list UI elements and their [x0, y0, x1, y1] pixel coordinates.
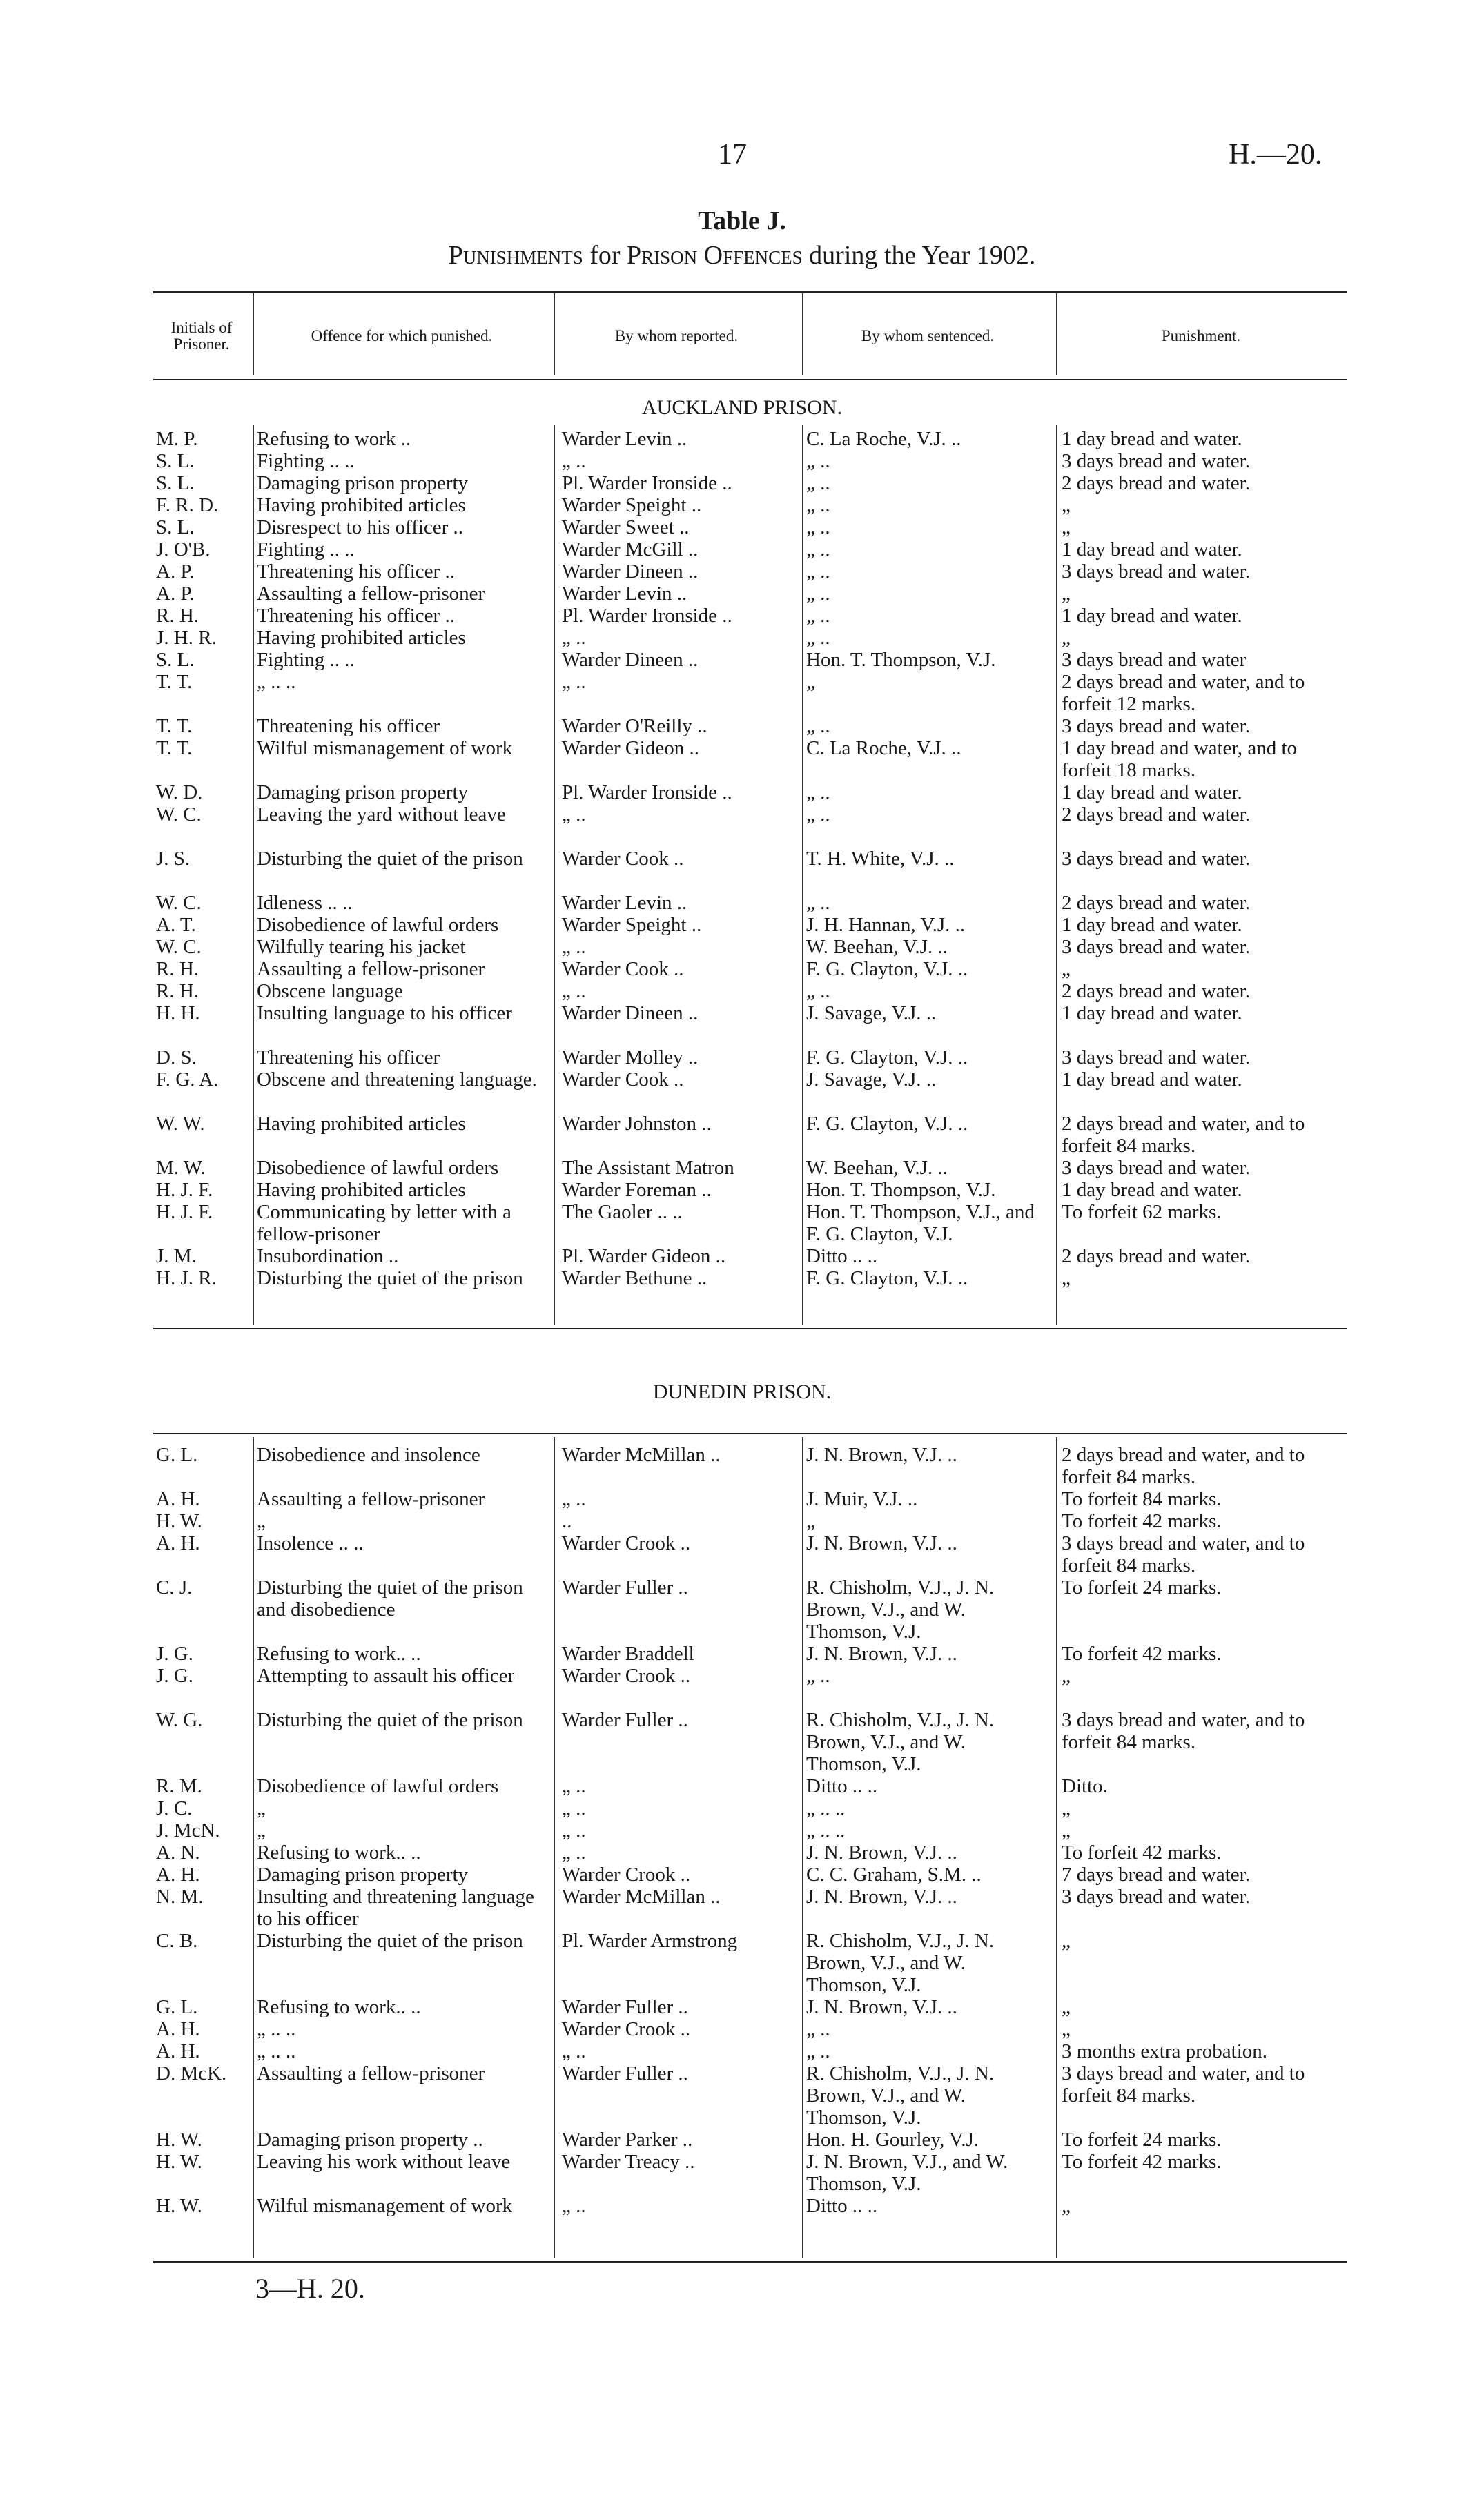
reported-by-cell: Warder Fuller ..	[562, 1709, 688, 1731]
sentenced-by-cell: „ ..	[806, 605, 830, 627]
sentenced-by-cell: „ ..	[806, 803, 830, 825]
reported-by-cell: Warder Crook ..	[562, 1665, 691, 1687]
punishment-cell: 2 days bread and water.	[1062, 803, 1250, 825]
punishment-cell: 1 day bread and water.	[1062, 914, 1242, 936]
punishment-cell: 3 days bread and water.	[1062, 1886, 1250, 1908]
offence-cell: Threatening his officer ..	[257, 560, 455, 583]
section-title-auckland: AUCKLAND PRISON.	[641, 396, 843, 419]
col-sentenced: By whom sentenced.	[861, 327, 995, 344]
offence-cell: Fighting .. ..	[257, 450, 355, 472]
prisoner-initials: C. J.	[156, 1576, 193, 1599]
reported-by-cell: Warder McMillan ..	[562, 1886, 721, 1908]
column-divider	[802, 1437, 803, 2258]
offence-cell: Threatening his officer	[257, 1046, 440, 1068]
page-number: 17	[718, 139, 747, 170]
offence-cell: Disrespect to his officer ..	[257, 516, 464, 538]
reported-by-cell: Warder Fuller ..	[562, 1576, 688, 1599]
prisoner-initials: T. T.	[156, 671, 193, 693]
reported-by-cell: The Gaoler .. ..	[562, 1201, 683, 1223]
offence-cell: Fighting .. ..	[257, 538, 355, 560]
signature-mark: 3—H. 20.	[255, 2273, 365, 2304]
offence-cell: „	[257, 1819, 266, 1841]
col-offence: Offence for which punished.	[311, 327, 493, 344]
offence-cell: Having prohibited articles	[257, 494, 466, 516]
reported-by-cell: Warder Crook ..	[562, 1532, 691, 1554]
sentenced-by-cell: R. Chisholm, V.J., J. N. Brown, V.J., and W. Thomson, V.J.	[806, 1709, 995, 1775]
caption-part: during the Year 1902.	[809, 241, 1036, 270]
reported-by-cell: Warder Dineen ..	[562, 649, 699, 671]
offence-cell: Refusing to work ..	[257, 428, 411, 450]
offence-cell: „	[257, 1797, 266, 1819]
punishment-cell: 3 days bread and water.	[1062, 848, 1250, 870]
punishment-cell: „	[1062, 1267, 1071, 1289]
punishment-cell: 1 day bread and water.	[1062, 1068, 1242, 1091]
reported-by-cell: Warder Levin ..	[562, 892, 687, 914]
offence-cell: Communicating by letter with a fellow-prisoner	[257, 1201, 511, 1245]
offence-cell: Insubordination ..	[257, 1245, 399, 1267]
offence-cell: Disturbing the quiet of the prison and disobedience	[257, 1576, 523, 1621]
reported-by-cell: „ ..	[562, 450, 586, 472]
punishment-cell: „	[1062, 958, 1071, 980]
reported-by-cell: Pl. Warder Gideon ..	[562, 1245, 726, 1267]
sentenced-by-cell: Hon. H. Gourley, V.J.	[806, 2129, 979, 2151]
reported-by-cell: Warder Dineen ..	[562, 1002, 699, 1024]
offence-cell: Wilful mismanagement of work	[257, 2195, 513, 2217]
reported-by-cell: Warder Braddell	[562, 1643, 694, 1665]
punishment-cell: 2 days bread and water, and to forfeit 84 marks.	[1062, 1113, 1305, 1157]
offence-cell: „	[257, 1510, 266, 1532]
offence-cell: Fighting .. ..	[257, 649, 355, 671]
offence-cell: Refusing to work.. ..	[257, 1841, 421, 1864]
sentenced-by-cell: „ ..	[806, 583, 830, 605]
prisoner-initials: D. S.	[156, 1046, 197, 1068]
punishment-cell: 1 day bread and water.	[1062, 428, 1242, 450]
punishment-cell: 2 days bread and water.	[1062, 980, 1250, 1002]
section-rule	[153, 1433, 1347, 1434]
reported-by-cell: „ ..	[562, 936, 586, 958]
punishment-cell: 3 days bread and water, and to forfeit 84 marks.	[1062, 2062, 1305, 2107]
punishment-cell: 3 days bread and water, and to forfeit 84 marks.	[1062, 1532, 1305, 1576]
column-divider	[253, 1437, 254, 2258]
punishment-cell: 2 days bread and water.	[1062, 1245, 1250, 1267]
reported-by-cell: „ ..	[562, 2040, 586, 2062]
sentenced-by-cell: Hon. T. Thompson, V.J., and F. G. Clayton, V.J.	[806, 1201, 1035, 1245]
prisoner-initials: A. N.	[156, 1841, 200, 1864]
reported-by-cell: ..	[562, 1510, 572, 1532]
prisoner-initials: H. H.	[156, 1002, 200, 1024]
offence-cell: Disturbing the quiet of the prison	[257, 1930, 523, 1952]
offence-cell: Disobedience and insolence	[257, 1444, 480, 1466]
prisoner-initials: J. McN.	[156, 1819, 220, 1841]
reported-by-cell: Warder Cook ..	[562, 848, 684, 870]
punishment-cell: 1 day bread and water, and to forfeit 18 marks.	[1062, 737, 1298, 781]
sentenced-by-cell: „ ..	[806, 980, 830, 1002]
prisoner-initials: R. H.	[156, 958, 199, 980]
reported-by-cell: Warder McGill ..	[562, 538, 699, 560]
offence-cell: Disturbing the quiet of the prison	[257, 1709, 523, 1731]
col-initials: Initials of Prisoner.	[170, 319, 233, 353]
reported-by-cell: „ ..	[562, 980, 586, 1002]
reported-by-cell: Warder Sweet ..	[562, 516, 690, 538]
sentenced-by-cell: „ ..	[806, 494, 830, 516]
punishment-cell: „	[1062, 494, 1071, 516]
reported-by-cell: Warder Johnston ..	[562, 1113, 712, 1135]
column-divider	[1056, 293, 1057, 375]
sentenced-by-cell: T. H. White, V.J. ..	[806, 848, 955, 870]
column-divider	[554, 425, 555, 1325]
column-divider	[1056, 1437, 1057, 2258]
prisoner-initials: S. L.	[156, 516, 195, 538]
sentenced-by-cell: „ ..	[806, 715, 830, 737]
sentenced-by-cell: „	[806, 1510, 815, 1532]
prisoner-initials: F. R. D.	[156, 494, 219, 516]
reported-by-cell: Warder Bethune ..	[562, 1267, 707, 1289]
punishment-cell: 3 days bread and water.	[1062, 560, 1250, 583]
caption-part: Punishments	[448, 241, 583, 270]
reported-by-cell: Warder Levin ..	[562, 428, 687, 450]
punishment-cell: Ditto.	[1062, 1775, 1108, 1797]
offence-cell: Leaving his work without leave	[257, 2151, 511, 2173]
table-header	[153, 291, 1347, 380]
sentenced-by-cell: Ditto .. ..	[806, 1775, 878, 1797]
offence-cell: Damaging prison property	[257, 781, 469, 803]
reported-by-cell: Warder Fuller ..	[562, 2062, 688, 2084]
offence-cell: Obscene language	[257, 980, 403, 1002]
prisoner-initials: J. O'B.	[156, 538, 211, 560]
prisoner-initials: T. T.	[156, 737, 193, 759]
table-caption	[0, 240, 1484, 271]
section-rule	[153, 1328, 1347, 1329]
caption-part: for	[589, 241, 621, 270]
sentenced-by-cell: „	[806, 671, 815, 693]
sentenced-by-cell: J. N. Brown, V.J. ..	[806, 1841, 957, 1864]
prisoner-initials: H. W.	[156, 2151, 202, 2173]
offence-cell: Disobedience of lawful orders	[257, 914, 499, 936]
punishment-cell: „	[1062, 1819, 1071, 1841]
reported-by-cell: Warder Speight ..	[562, 914, 702, 936]
reported-by-cell: Warder Fuller ..	[562, 1996, 688, 2018]
offence-cell: Insulting language to his officer	[257, 1002, 512, 1024]
sentenced-by-cell: J. N. Brown, V.J. ..	[806, 1532, 957, 1554]
sentenced-by-cell: „ ..	[806, 627, 830, 649]
punishment-cell: 2 days bread and water.	[1062, 472, 1250, 494]
offence-cell: Having prohibited articles	[257, 1113, 466, 1135]
prisoner-initials: T. T.	[156, 715, 193, 737]
punishment-cell: 2 days bread and water, and to forfeit 12 marks.	[1062, 671, 1305, 715]
punishment-cell: To forfeit 62 marks.	[1062, 1201, 1222, 1223]
reported-by-cell: „ ..	[562, 627, 586, 649]
prisoner-initials: A. P.	[156, 583, 195, 605]
prisoner-initials: N. M.	[156, 1886, 204, 1908]
offence-cell: Assaulting a fellow-prisoner	[257, 583, 485, 605]
sentenced-by-cell: „ ..	[806, 781, 830, 803]
reported-by-cell: „ ..	[562, 1819, 586, 1841]
sentenced-by-cell: „ ..	[806, 1665, 830, 1687]
sentenced-by-cell: J. Savage, V.J. ..	[806, 1002, 937, 1024]
prisoner-initials: C. B.	[156, 1930, 198, 1952]
section-rule	[153, 2261, 1347, 2263]
offence-cell: Disobedience of lawful orders	[257, 1157, 499, 1179]
reported-by-cell: „ ..	[562, 2195, 586, 2217]
sentenced-by-cell: Ditto .. ..	[806, 1245, 878, 1267]
punishment-cell: „	[1062, 1797, 1071, 1819]
caption-part: Prison Offences	[627, 241, 803, 270]
prisoner-initials: H. J. R.	[156, 1267, 217, 1289]
prisoner-initials: G. L.	[156, 1444, 198, 1466]
sentenced-by-cell: F. G. Clayton, V.J. ..	[806, 958, 968, 980]
sentenced-by-cell: R. Chisholm, V.J., J. N. Brown, V.J., and W. Thomson, V.J.	[806, 1576, 995, 1643]
offence-cell: Wilful mismanagement of work	[257, 737, 513, 759]
sentenced-by-cell: W. Beehan, V.J. ..	[806, 936, 948, 958]
prisoner-initials: A. P.	[156, 560, 195, 583]
column-divider	[253, 425, 254, 1325]
sentenced-by-cell: J. N. Brown, V.J. ..	[806, 1444, 957, 1466]
reported-by-cell: Warder Crook ..	[562, 1864, 691, 1886]
prisoner-initials: H. W.	[156, 1510, 202, 1532]
punishment-cell: „	[1062, 583, 1071, 605]
offence-cell: „ .. ..	[257, 2018, 296, 2040]
punishment-cell: To forfeit 84 marks.	[1062, 1488, 1222, 1510]
punishment-cell: 3 days bread and water, and to forfeit 84 marks.	[1062, 1709, 1305, 1753]
reported-by-cell: Warder Molley ..	[562, 1046, 699, 1068]
sentenced-by-cell: C. La Roche, V.J. ..	[806, 428, 961, 450]
sentenced-by-cell: „ .. ..	[806, 1797, 846, 1819]
sentenced-by-cell: J. H. Hannan, V.J. ..	[806, 914, 966, 936]
table-label: Table J.	[698, 206, 786, 235]
offence-cell: Damaging prison property	[257, 472, 469, 494]
offence-cell: „ .. ..	[257, 671, 296, 693]
prisoner-initials: S. L.	[156, 472, 195, 494]
sentenced-by-cell: „ ..	[806, 538, 830, 560]
prisoner-initials: J. G.	[156, 1643, 193, 1665]
sentenced-by-cell: „ ..	[806, 450, 830, 472]
prisoner-initials: S. L.	[156, 649, 195, 671]
punishment-cell: 1 day bread and water.	[1062, 1002, 1242, 1024]
prisoner-initials: M. W.	[156, 1157, 206, 1179]
punishment-cell: 1 day bread and water.	[1062, 1179, 1242, 1201]
offence-cell: Assaulting a fellow-prisoner	[257, 1488, 485, 1510]
offence-cell: Refusing to work.. ..	[257, 1643, 421, 1665]
col-punishment: Punishment.	[1161, 327, 1241, 344]
offence-cell: „ .. ..	[257, 2040, 296, 2062]
prisoner-initials: A. H.	[156, 2018, 200, 2040]
punishment-cell: 3 days bread and water.	[1062, 715, 1250, 737]
sentenced-by-cell: J. Muir, V.J. ..	[806, 1488, 918, 1510]
sentenced-by-cell: W. Beehan, V.J. ..	[806, 1157, 948, 1179]
punishment-cell: To forfeit 24 marks.	[1062, 1576, 1222, 1599]
column-divider	[253, 293, 254, 375]
reported-by-cell: Warder Speight ..	[562, 494, 702, 516]
punishment-cell: To forfeit 42 marks.	[1062, 1841, 1222, 1864]
reported-by-cell: Pl. Warder Armstrong	[562, 1930, 738, 1952]
reported-by-cell: Warder McMillan ..	[562, 1444, 721, 1466]
offence-cell: Threatening his officer	[257, 715, 440, 737]
sentenced-by-cell: C. C. Graham, S.M. ..	[806, 1864, 982, 1886]
punishment-cell: 3 days bread and water.	[1062, 936, 1250, 958]
punishment-cell: To forfeit 42 marks.	[1062, 1643, 1222, 1665]
sentenced-by-cell: „ ..	[806, 472, 830, 494]
reported-by-cell: „ ..	[562, 671, 586, 693]
sentenced-by-cell: C. La Roche, V.J. ..	[806, 737, 961, 759]
prisoner-initials: D. McK.	[156, 2062, 227, 2084]
offence-cell: Insolence .. ..	[257, 1532, 364, 1554]
report-code: H.—20.	[1229, 139, 1322, 170]
reported-by-cell: „ ..	[562, 1797, 586, 1819]
prisoner-initials: A. H.	[156, 1532, 200, 1554]
sentenced-by-cell: „ ..	[806, 2040, 830, 2062]
prisoner-initials: R. H.	[156, 980, 199, 1002]
offence-cell: Threatening his officer ..	[257, 605, 455, 627]
sentenced-by-cell: R. Chisholm, V.J., J. N. Brown, V.J., and W. Thomson, V.J.	[806, 1930, 995, 1996]
column-divider	[802, 425, 803, 1325]
offence-cell: Damaging prison property ..	[257, 2129, 483, 2151]
prisoner-initials: H. W.	[156, 2195, 202, 2217]
prisoner-initials: W. G.	[156, 1709, 203, 1731]
sentenced-by-cell: Ditto .. ..	[806, 2195, 878, 2217]
prisoner-initials: R. H.	[156, 605, 199, 627]
punishment-cell: 1 day bread and water.	[1062, 538, 1242, 560]
reported-by-cell: Pl. Warder Ironside ..	[562, 472, 732, 494]
col-reported: By whom reported.	[614, 327, 739, 344]
prisoner-initials: H. W.	[156, 2129, 202, 2151]
punishment-cell: 3 days bread and water	[1062, 649, 1247, 671]
reported-by-cell: „ ..	[562, 1775, 586, 1797]
punishment-cell: „	[1062, 1665, 1071, 1687]
punishment-cell: To forfeit 42 marks.	[1062, 1510, 1222, 1532]
punishment-cell: 3 days bread and water.	[1062, 450, 1250, 472]
section-title-dunedin: DUNEDIN PRISON.	[652, 1380, 832, 1403]
punishment-cell: To forfeit 42 marks.	[1062, 2151, 1222, 2173]
reported-by-cell: Warder Dineen ..	[562, 560, 699, 583]
prisoner-initials: F. G. A.	[156, 1068, 219, 1091]
reported-by-cell: The Assistant Matron	[562, 1157, 734, 1179]
reported-by-cell: Warder Treacy ..	[562, 2151, 695, 2173]
prisoner-initials: J. M.	[156, 1245, 197, 1267]
prisoner-initials: J. S.	[156, 848, 191, 870]
offence-cell: Assaulting a fellow-prisoner	[257, 2062, 485, 2084]
reported-by-cell: Warder Cook ..	[562, 958, 684, 980]
prisoner-initials: S. L.	[156, 450, 195, 472]
reported-by-cell: „ ..	[562, 1841, 586, 1864]
punishment-cell: „	[1062, 1930, 1071, 1952]
prisoner-initials: A. H.	[156, 1864, 200, 1886]
offence-cell: Idleness .. ..	[257, 892, 353, 914]
reported-by-cell: Warder Gideon ..	[562, 737, 699, 759]
reported-by-cell: Warder Levin ..	[562, 583, 687, 605]
sentenced-by-cell: „ ..	[806, 2018, 830, 2040]
prisoner-initials: H. J. F.	[156, 1179, 213, 1201]
punishment-cell: 2 days bread and water, and to forfeit 84 marks.	[1062, 1444, 1305, 1488]
prisoner-initials: A. T.	[156, 914, 196, 936]
prisoner-initials: G. L.	[156, 1996, 198, 2018]
punishment-cell: 7 days bread and water.	[1062, 1864, 1250, 1886]
reported-by-cell: Warder Foreman ..	[562, 1179, 712, 1201]
prisoner-initials: W. W.	[156, 1113, 205, 1135]
column-divider	[554, 293, 555, 375]
column-divider	[554, 1437, 555, 2258]
reported-by-cell: Warder Crook ..	[562, 2018, 691, 2040]
sentenced-by-cell: „ ..	[806, 516, 830, 538]
prisoner-initials: J. H. R.	[156, 627, 217, 649]
offence-cell: Having prohibited articles	[257, 1179, 466, 1201]
sentenced-by-cell: J. N. Brown, V.J., and W. Thomson, V.J.	[806, 2151, 1008, 2195]
sentenced-by-cell: „ ..	[806, 560, 830, 583]
offence-cell: Disobedience of lawful orders	[257, 1775, 499, 1797]
punishment-cell: 3 days bread and water.	[1062, 1046, 1250, 1068]
reported-by-cell: „ ..	[562, 803, 586, 825]
punishment-cell: 3 days bread and water.	[1062, 1157, 1250, 1179]
sentenced-by-cell: F. G. Clayton, V.J. ..	[806, 1046, 968, 1068]
offence-cell: Disturbing the quiet of the prison	[257, 1267, 523, 1289]
sentenced-by-cell: „ ..	[806, 892, 830, 914]
punishment-cell: 1 day bread and water.	[1062, 605, 1242, 627]
prisoner-initials: A. H.	[156, 1488, 200, 1510]
offence-cell: Attempting to assault his officer	[257, 1665, 515, 1687]
sentenced-by-cell: Hon. T. Thompson, V.J.	[806, 1179, 996, 1201]
offence-cell: Wilfully tearing his jacket	[257, 936, 466, 958]
prisoner-initials: W. C.	[156, 803, 202, 825]
sentenced-by-cell: J. N. Brown, V.J. ..	[806, 1643, 957, 1665]
offence-cell: Insulting and threatening language to his officer	[257, 1886, 534, 1930]
reported-by-cell: „ ..	[562, 1488, 586, 1510]
prisoner-initials: R. M.	[156, 1775, 202, 1797]
punishment-cell: To forfeit 24 marks.	[1062, 2129, 1222, 2151]
prisoner-initials: J. G.	[156, 1665, 193, 1687]
reported-by-cell: Pl. Warder Ironside ..	[562, 781, 732, 803]
reported-by-cell: Pl. Warder Ironside ..	[562, 605, 732, 627]
prisoner-initials: A. H.	[156, 2040, 200, 2062]
offence-cell: Damaging prison property	[257, 1864, 469, 1886]
sentenced-by-cell: F. G. Clayton, V.J. ..	[806, 1267, 968, 1289]
prisoner-initials: M. P.	[156, 428, 198, 450]
punishment-cell: 1 day bread and water.	[1062, 781, 1242, 803]
offence-cell: Leaving the yard without leave	[257, 803, 506, 825]
sentenced-by-cell: J. N. Brown, V.J. ..	[806, 1886, 957, 1908]
punishment-cell: 3 months extra probation.	[1062, 2040, 1268, 2062]
offence-cell: Disturbing the quiet of the prison	[257, 848, 523, 870]
sentenced-by-cell: J. Savage, V.J. ..	[806, 1068, 937, 1091]
prisoner-initials: W. C.	[156, 936, 202, 958]
prisoner-initials: W. D.	[156, 781, 203, 803]
punishment-cell: „	[1062, 516, 1071, 538]
reported-by-cell: Warder O'Reilly ..	[562, 715, 707, 737]
offence-cell: Obscene and threatening language.	[257, 1068, 537, 1091]
offence-cell: Having prohibited articles	[257, 627, 466, 649]
reported-by-cell: Warder Cook ..	[562, 1068, 684, 1091]
sentenced-by-cell: Hon. T. Thompson, V.J.	[806, 649, 996, 671]
offence-cell: Assaulting a fellow-prisoner	[257, 958, 485, 980]
punishment-cell: „	[1062, 1996, 1071, 2018]
sentenced-by-cell: R. Chisholm, V.J., J. N. Brown, V.J., and W. Thomson, V.J.	[806, 2062, 995, 2129]
sentenced-by-cell: F. G. Clayton, V.J. ..	[806, 1113, 968, 1135]
offence-cell: Refusing to work.. ..	[257, 1996, 421, 2018]
sentenced-by-cell: „ .. ..	[806, 1819, 846, 1841]
prisoner-initials: J. C.	[156, 1797, 193, 1819]
prisoner-initials: W. C.	[156, 892, 202, 914]
column-divider	[1056, 425, 1057, 1325]
reported-by-cell: Warder Parker ..	[562, 2129, 693, 2151]
punishment-cell: 2 days bread and water.	[1062, 892, 1250, 914]
punishment-cell: „	[1062, 627, 1071, 649]
prisoner-initials: H. J. F.	[156, 1201, 213, 1223]
sentenced-by-cell: J. N. Brown, V.J. ..	[806, 1996, 957, 2018]
column-divider	[802, 293, 803, 375]
punishment-cell: „	[1062, 2018, 1071, 2040]
punishment-cell: „	[1062, 2195, 1071, 2217]
